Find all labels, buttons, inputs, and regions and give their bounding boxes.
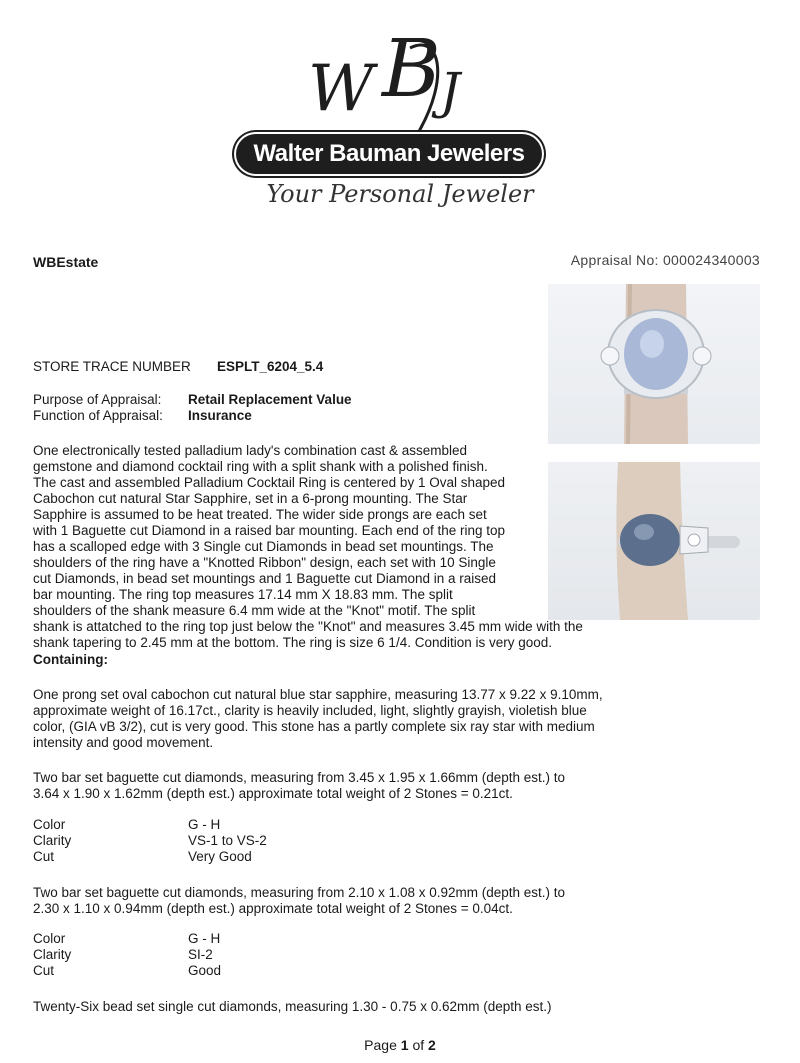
- spec-label: Clarity: [33, 947, 72, 962]
- function-row: [33, 408, 533, 424]
- ring-photo-side: [548, 462, 760, 620]
- spec-label: Color: [33, 817, 66, 832]
- diamond-group-1-line: Two bar set baguette cut diamonds, measuring from 3.45 x 1.95 x 1.66mm (depth est.) to: [33, 770, 566, 785]
- description-line: with 1 Baguette cut Diamond in a raised bar mounting. Each end of the ring top: [33, 523, 506, 538]
- ring-photo-front: [548, 284, 760, 444]
- spec-row: [33, 931, 433, 947]
- bead-diamonds-line: Twenty-Six bead set single cut diamonds, measuring 1.30 - 0.75 x 0.62mm (depth est.): [33, 999, 552, 1014]
- description-line: Cabochon cut natural Star Sapphire, set in a 6-prong mounting. The Star: [33, 491, 468, 506]
- wbj-monogram-icon: [290, 38, 510, 148]
- spec-row: [33, 963, 433, 979]
- page-word: Page: [364, 1037, 397, 1053]
- spec-row: [33, 849, 433, 865]
- brand-name: Walter Bauman Jewelers: [236, 134, 542, 174]
- store-trace-value: ESPLT_6204_5.4: [217, 359, 324, 374]
- ring-front-image-icon: [548, 284, 760, 444]
- containing-heading: Containing:: [33, 652, 108, 667]
- spec-label: Cut: [33, 963, 55, 978]
- spec-value: Very Good: [188, 849, 252, 864]
- spec-row: [33, 833, 433, 849]
- function-value: Insurance: [188, 408, 252, 423]
- spec-row: [33, 817, 433, 833]
- brand-tagline: Your Personal Jeweler: [266, 180, 534, 208]
- description-line: bar mounting. The ring top measures 17.14 mm X 18.83 mm. The split: [33, 587, 453, 602]
- description-line: The cast and assembled Palladium Cocktail Ring is centered by 1 Oval shaped: [33, 475, 505, 490]
- sapphire-line: approximate weight of 16.17ct., clarity is heavily included, light, slightly grayish, violetish blue: [33, 703, 587, 718]
- spec-value: VS-1 to VS-2: [188, 833, 267, 848]
- client-name: WBEstate: [33, 254, 99, 270]
- description-line: shank is attatched to the ring top just below the "Knot" and measures 3.45 mm wide with the: [33, 619, 583, 634]
- sapphire-line: intensity and good movement.: [33, 735, 214, 750]
- spec-label: Clarity: [33, 833, 72, 848]
- description-line: shank tapering to 2.45 mm at the bottom. The ring is size 6 1/4. Condition is very good.: [33, 635, 553, 650]
- description-line: has a scalloped edge with 3 Single cut Diamonds in bead set mountings. The: [33, 539, 494, 554]
- description-line: gemstone and diamond cocktail ring with a split shank with a polished finish.: [33, 459, 488, 474]
- page-indicator: [0, 1037, 800, 1053]
- sapphire-line: One prong set oval cabochon cut natural blue star sapphire, measuring 13.77 x 9.22 x 9.10mm,: [33, 687, 603, 702]
- spec-label: Cut: [33, 849, 55, 864]
- appraisal-value: 000024340003: [662, 252, 760, 268]
- description-line: shoulders of the ring have a "Knotted Ribbon" design, each set with 10 Single: [33, 555, 496, 570]
- letterhead-logo: [0, 20, 800, 208]
- page-total: 2: [428, 1037, 436, 1053]
- of-word: of: [412, 1037, 425, 1053]
- description-line: One electronically tested palladium lady's combination cast & assembled: [33, 443, 468, 458]
- description-line: shoulders of the shank measure 6.4 mm wide at the "Knot" motif. The split: [33, 603, 476, 618]
- purpose-value: Retail Replacement Value: [188, 392, 352, 407]
- store-trace-row: [33, 359, 533, 375]
- sapphire-line: color, (GIA vB 3/2), cut is very good. This stone has a partly complete six ray star with medium: [33, 719, 595, 734]
- spec-label: Color: [33, 931, 66, 946]
- svg-text:J: J: [440, 62, 461, 120]
- store-trace-label: STORE TRACE NUMBER: [33, 359, 191, 374]
- diamond-group-2-line: 2.30 x 1.10 x 0.94mm (depth est.) approximate total weight of 2 Stones = 0.04ct.: [33, 901, 513, 916]
- spec-value: G - H: [188, 817, 221, 832]
- diamond-group-2-line: Two bar set baguette cut diamonds, measuring from 2.10 x 1.08 x 0.92mm (depth est.) to: [33, 885, 566, 900]
- page-number: 1: [400, 1037, 409, 1053]
- ring-side-image-icon: [548, 462, 760, 620]
- svg-text:W: W: [308, 52, 374, 126]
- svg-text:B: B: [382, 38, 441, 115]
- function-label: Function of Appraisal:: [33, 408, 163, 423]
- spec-row: [33, 947, 433, 963]
- diamond-group-1-line: 3.64 x 1.90 x 1.62mm (depth est.) approximate total weight of 2 Stones = 0.21ct.: [33, 786, 513, 801]
- description-line: cut Diamonds, in bead set mountings and 1 Baguette cut Diamond in a raised: [33, 571, 497, 586]
- description-line: Sapphire is assumed to be heat treated. The wider side prongs are each set: [33, 507, 487, 522]
- appraisal-label: Appraisal No:: [570, 252, 659, 268]
- appraisal-number: [571, 252, 760, 268]
- purpose-row: [33, 392, 533, 408]
- spec-value: Good: [188, 963, 222, 978]
- spec-value: G - H: [188, 931, 221, 946]
- purpose-label: Purpose of Appraisal:: [33, 392, 162, 407]
- spec-value: SI-2: [188, 947, 213, 962]
